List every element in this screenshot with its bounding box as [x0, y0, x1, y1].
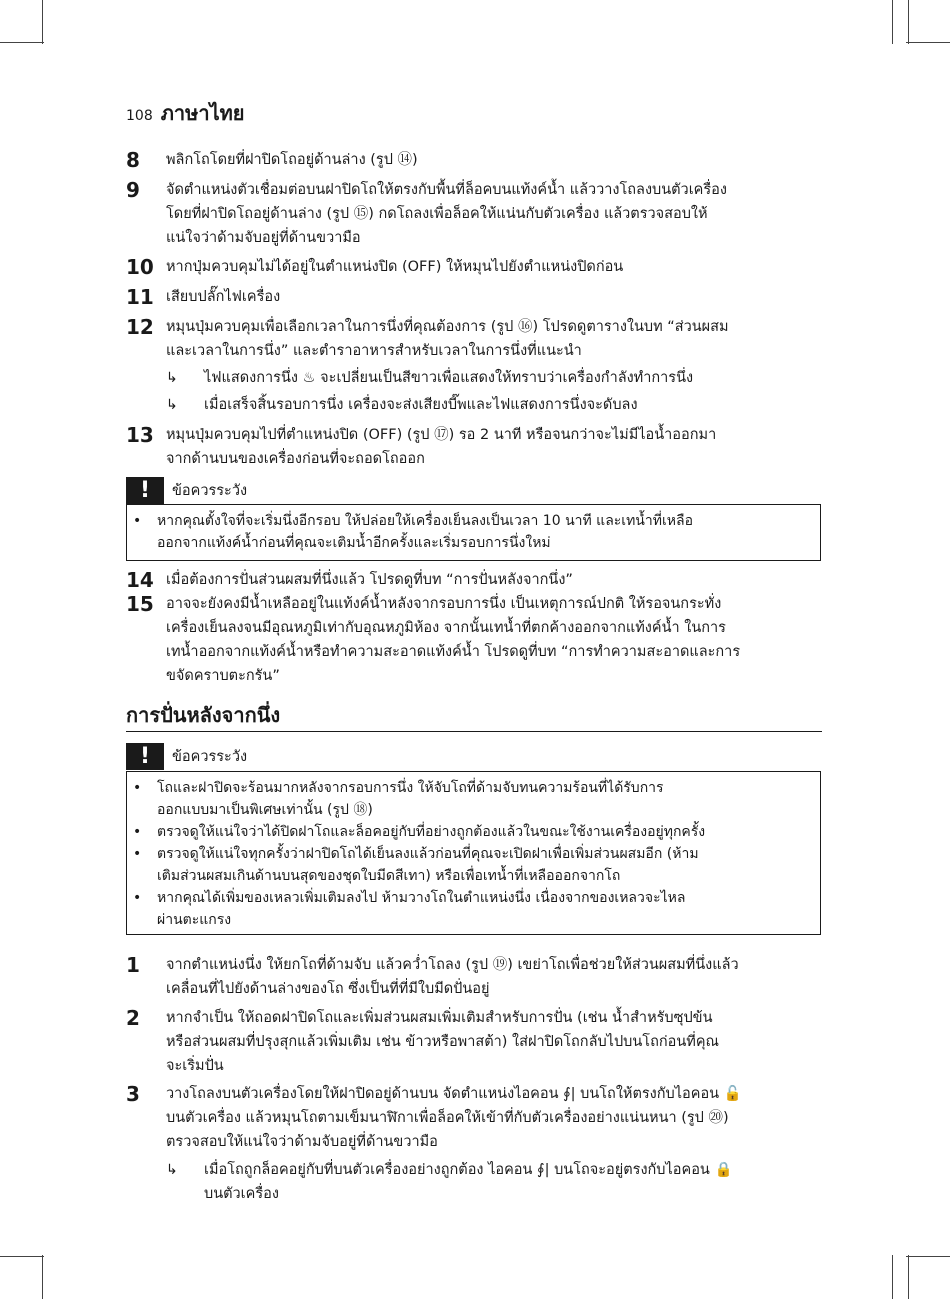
caution-bullet — [127, 821, 820, 843]
step-text: แน่ใจว่าด้ามจับอยู่ที่ด้านขวามือ — [166, 230, 361, 246]
step-14 — [126, 568, 826, 592]
step-number: 14 — [126, 568, 154, 592]
bullet-text: ออกจากแท้งค์น้ำก่อนที่คุณจะเติมน้ำอีกครั้งและเริ่มรอบการนึ่งใหม่ — [157, 535, 551, 551]
step-text: หากจำเป็น ให้ถอดฝาปิดโถและเพิ่มส่วนผสมเพิ่มเติมสำหรับการปั่น (เช่น น้ำสำหรับซุปข้น — [166, 1010, 713, 1026]
crop-mark — [42, 1255, 43, 1299]
step-15 — [126, 592, 826, 688]
step-text: เคลื่อนที่ไปยังด้านล่างของโถ ซึ่งเป็นที่ที่มีใบมีดปั่นอยู่ — [166, 981, 490, 997]
step-text: จะเริ่มปั่น — [166, 1058, 224, 1074]
section-title: การปั่นหลังจากนึ่ง — [126, 702, 822, 732]
result-text: บนตัวเครื่อง — [204, 1186, 279, 1202]
step-number: 12 — [126, 315, 154, 339]
crop-mark — [906, 1256, 950, 1257]
caution-bullet — [127, 510, 820, 554]
step-number: 3 — [126, 1082, 140, 1106]
step-1 — [126, 953, 826, 1001]
step-text: เสียบปลั๊กไฟเครื่อง — [166, 289, 281, 305]
warning-icon: ! — [126, 477, 164, 504]
bullet-dot: • — [133, 780, 142, 796]
step-text: หมุนปุ่มควบคุมเพื่อเลือกเวลาในการนึ่งที่คุณต้องการ (รูป ⑯) โปรดดูตารางในบท “ส่วนผสม — [166, 319, 729, 335]
bullet-dot: • — [133, 513, 142, 529]
result-item — [166, 366, 826, 390]
caution-label: ข้อควรระวัง — [172, 749, 248, 765]
arrow-icon: ↳ — [166, 370, 178, 386]
result-text: ไฟแสดงการนึ่ง ♨ จะเปลี่ยนเป็นสีขาวเพื่อแสดงให้ทราบว่าเครื่องกำลังทำการนึ่ง — [204, 370, 694, 386]
step-text: จากด้านบนของเครื่องก่อนที่จะถอดโถออก — [166, 451, 425, 467]
bullet-text: เติมส่วนผสมเกินด้านบนสุดของชุดใบมีดสีเทา) หรือเพื่อเทน้ำที่เหลือออกจากโถ — [157, 868, 621, 884]
result-text: เมื่อเสร็จสิ้นรอบการนึ่ง เครื่องจะส่งเสียงบี๊พและไฟแสดงการนึ่งจะดับลง — [204, 397, 638, 413]
step-text: จัดตำแหน่งตัวเชื่อมต่อบนฝาปิดโถให้ตรงกับพื้นที่ล็อคบนแท้งค์น้ำ แล้ววางโถลงบนตัวเครื่อง — [166, 182, 727, 198]
bullet-dot: • — [133, 890, 142, 906]
step-text: เมื่อต้องการปั่นส่วนผสมที่นึ่งแล้ว โปรดดูที่บท “การปั่นหลังจากนึ่ง” — [166, 572, 573, 588]
step-text: โดยที่ฝาปิดโถอยู่ด้านล่าง (รูป ⑮) กดโถลงเพื่อล็อคให้แน่นกับตัวเครื่อง แล้วตรวจสอบให้ — [166, 206, 708, 222]
step-9 — [126, 178, 826, 250]
step-10 — [126, 255, 826, 279]
crop-mark — [908, 1255, 909, 1299]
caution-bullet — [127, 887, 820, 931]
caution-bullet — [127, 777, 820, 821]
step-number: 1 — [126, 953, 140, 977]
result-item — [166, 393, 826, 417]
step-number: 8 — [126, 148, 140, 172]
crop-mark — [0, 42, 44, 43]
step-13 — [126, 423, 826, 471]
step-12 — [126, 315, 826, 363]
step-number: 9 — [126, 178, 140, 202]
step-number: 15 — [126, 592, 154, 616]
bullet-text: ผ่านตะแกรง — [157, 912, 232, 928]
step-8 — [126, 148, 826, 172]
crop-mark — [42, 0, 43, 44]
caution-box — [126, 504, 821, 561]
step-number: 2 — [126, 1006, 140, 1030]
result-text: เมื่อโถถูกล็อคอยู่กับที่บนตัวเครื่องอย่างถูกต้อง ไอคอน ∮| บนโถจะอยู่ตรงกับไอคอน 🔒 — [204, 1162, 733, 1178]
step-text: หากปุ่มควบคุมไม่ได้อยู่ในตำแหน่งปิด (OFF) ให้หมุนไปยังตำแหน่งปิดก่อน — [166, 259, 624, 275]
arrow-icon: ↳ — [166, 1162, 178, 1178]
step-text: บนตัวเครื่อง แล้วหมุนโถตามเข็มนาฬิกาเพื่อล็อคให้เข้าที่กับตัวเครื่องอย่างแน่นหนา (รูป ⑳) — [166, 1110, 729, 1126]
crop-mark — [906, 42, 950, 43]
crop-mark — [892, 1255, 893, 1299]
page-header — [126, 97, 245, 129]
bullet-dot: • — [133, 824, 142, 840]
language-title: ภาษาไทย — [160, 101, 245, 125]
step-text: เทน้ำออกจากแท้งค์น้ำหรือทำความสะอาดแท้งค์น้ำ โปรดดูที่บท “การทำความสะอาดและการ — [166, 644, 741, 660]
step-text: ขจัดคราบตะกรัน” — [166, 668, 280, 684]
bullet-text: หากคุณได้เพิ่มของเหลวเพิ่มเติมลงไป ห้ามวางโถในตำแหน่งนึ่ง เนื่องจากของเหลวจะไหล — [157, 890, 686, 906]
step-text: อาจจะยังคงมีน้ำเหลืออยู่ในแท้งค์น้ำหลังจากรอบการนึ่ง เป็นเหตุการณ์ปกติ ให้รอจนกระทั่ง — [166, 596, 722, 612]
step-text: พลิกโถโดยที่ฝาปิดโถอยู่ด้านล่าง (รูป ⑭) — [166, 152, 418, 168]
step-number: 11 — [126, 285, 154, 309]
warning-icon: ! — [126, 743, 164, 770]
bullet-text: ออกแบบมาเป็นพิเศษเท่านั้น (รูป ⑱) — [157, 802, 373, 818]
page-number: 108 — [126, 108, 153, 124]
arrow-icon: ↳ — [166, 397, 178, 413]
crop-mark — [908, 0, 909, 44]
result-item — [166, 1158, 826, 1206]
step-text: เครื่องเย็นลงจนมีอุณหภูมิเท่ากับอุณหภูมิห้อง จากนั้นเทน้ำที่ตกค้างออกจากแท้งค์น้ำ ในการ — [166, 620, 726, 636]
step-text: ตรวจสอบให้แน่ใจว่าด้ามจับอยู่ที่ด้านขวามือ — [166, 1134, 438, 1150]
step-3 — [126, 1082, 826, 1154]
caution-box — [126, 771, 821, 935]
bullet-text: หากคุณตั้งใจที่จะเริ่มนึ่งอีกรอบ ให้ปล่อยให้เครื่องเย็นลงเป็นเวลา 10 นาที และเทน้ำที่เหลือ — [157, 513, 693, 529]
crop-mark — [892, 0, 893, 44]
crop-mark — [0, 1256, 44, 1257]
step-text: จากตำแหน่งนึ่ง ให้ยกโถที่ด้ามจับ แล้วคว่ำโถลง (รูป ⑲) เขย่าโถเพื่อช่วยให้ส่วนผสมที่นึ่งแล้ว — [166, 957, 739, 973]
step-11 — [126, 285, 826, 309]
bullet-text: ตรวจดูให้แน่ใจทุกครั้งว่าฝาปิดโถได้เย็นลงแล้วก่อนที่คุณจะเปิดฝาเพื่อเพิ่มส่วนผสมอีก (ห้าม — [157, 846, 699, 862]
bullet-text: โถและฝาปิดจะร้อนมากหลังจากรอบการนึ่ง ให้จับโถที่ด้ามจับทนความร้อนที่ได้รับการ — [157, 780, 664, 796]
caution-header — [126, 743, 822, 770]
step-text: และเวลาในการนึ่ง” และตำราอาหารสำหรับเวลาในการนึ่งที่แนะนำ — [166, 343, 582, 359]
caution-bullet — [127, 843, 820, 887]
step-2 — [126, 1006, 826, 1078]
step-text: หรือส่วนผสมที่ปรุงสุกแล้วเพิ่มเติม เช่น ข้าวหรือพาสต้า) ใส่ฝาปิดโถกลับไปบนโถก่อนที่คุณ — [166, 1034, 719, 1050]
caution-label: ข้อควรระวัง — [172, 483, 248, 499]
bullet-dot: • — [133, 846, 142, 862]
bullet-text: ตรวจดูให้แน่ใจว่าได้ปิดฝาโถและล็อคอยู่กับที่อย่างถูกต้องแล้วในขณะใช้งานเครื่องอยู่ทุกครั้ง — [157, 824, 706, 840]
step-number: 10 — [126, 255, 154, 279]
step-number: 13 — [126, 423, 154, 447]
caution-header — [126, 477, 822, 504]
step-text: วางโถลงบนตัวเครื่องโดยให้ฝาปิดอยู่ด้านบน จัดตำแหน่งไอคอน ∮| บนโถให้ตรงกับไอคอน 🔓 — [166, 1086, 742, 1102]
step-text: หมุนปุ่มควบคุมไปที่ตำแหน่งปิด (OFF) (รูป ⑰) รอ 2 นาที หรือจนกว่าจะไม่มีไอน้ำออกมา — [166, 427, 717, 443]
